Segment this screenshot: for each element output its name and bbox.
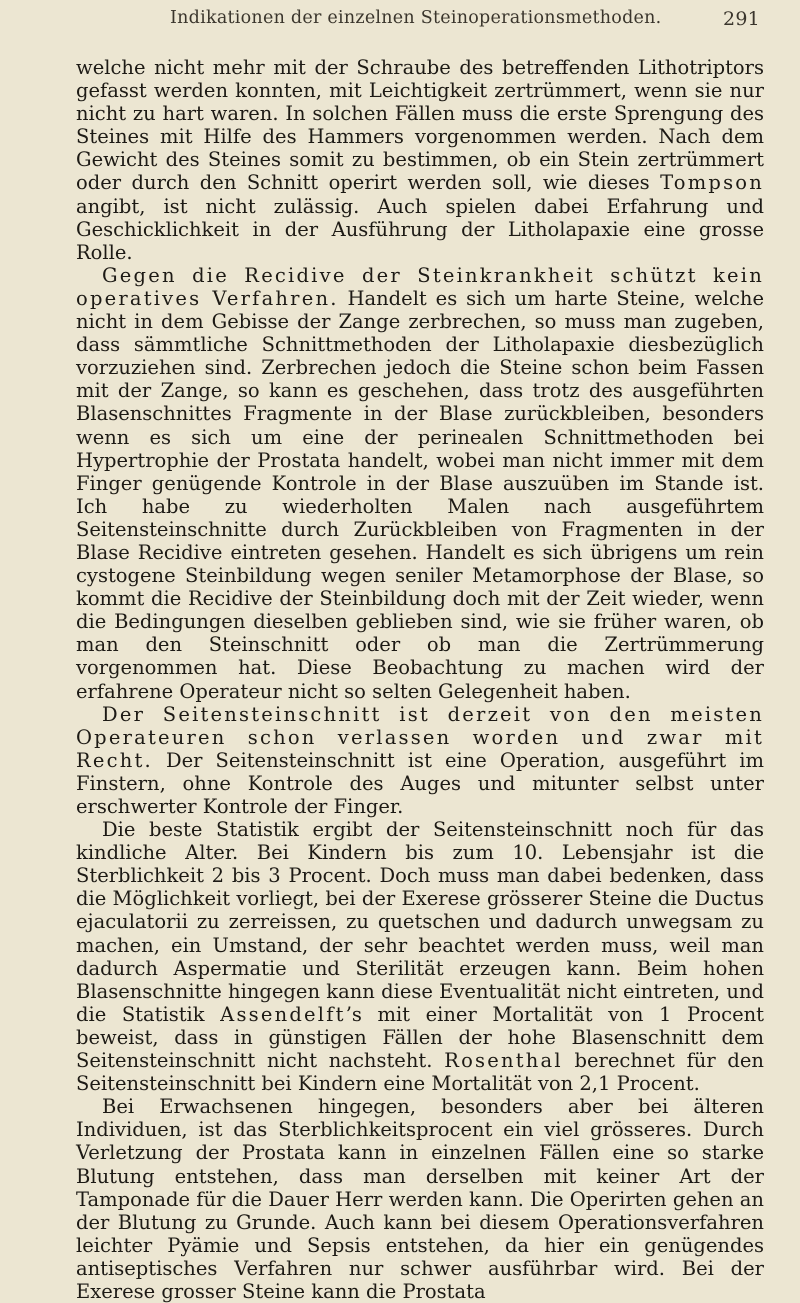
text-run: Bei Erwachsenen hingegen, besonders aber bei älteren Individuen, ist das Sterblichkeitsprocent ein viel grösseres. Durch Verletzung der Prostata kann in einzelnen Fällen eine so starke Blutung entstehen, dass man derselben mit keiner Art der Tamponade für die Dauer Herr werden kann. Die Operirten gehen an der Blutung zu Grunde. Auch kann bei diesem Operationsverfahren leichter Pyämie und Sepsis entstehen, da hier ein genügendes antiseptisches Verfahren nur schwer ausführbar wird. Bei der Exerese grosser Steine kann die Prostata [76, 1095, 764, 1303]
body-text [76, 56, 764, 1303]
emphasis-text: Gegen die Recidive der Steinkrankheit schützt kein operatives Verfahren. [76, 263, 764, 310]
emphasis-text: Tompson [660, 171, 764, 195]
text-run: welche nicht mehr mit der Schraube des betreffenden Lithotriptors gefasst werden konnten, mit Leichtigkeit zertrümmert, wenn sie nur nicht zu hart waren. In solchen Fällen muss die erste Sprengung des Steines mit Hilfe des Hammers vorgenommen werden. Nach dem Gewicht des Steines somit zu bestimmen, ob ein Stein zertrümmert oder durch den Schnitt operirt werden soll, wie dieses [76, 56, 764, 195]
text-run: Die beste Statistik ergibt der Seitensteinschnitt noch für das kindliche Alter. Bei Kindern bis zum 10. Lebensjahr ist die Sterblichkeit 2 bis 3 Procent. Doch muss man dabei bedenken, dass die Möglichkeit vorliegt, bei der Exerese grösserer Steine die Ductus ejaculatorii zu zerreissen, zu quetschen und dadurch unwegsam zu machen, ein Umstand, der sehr beachtet werden muss, weil man dadurch Aspermatie und Sterilität erzeugen kann. Beim hohen Blasenschnitte hingegen kann diese Eventualität nicht eintreten, und die Statistik [76, 818, 764, 1026]
running-head [170, 8, 760, 34]
emphasis-text: Der Seitensteinschnitt ist derzeit von den meisten Operateuren schon verlassen worden und zwar mit Recht. [76, 702, 764, 772]
text-run: ’s mit einer Mortalität von 1 Procent beweist, dass in günstigen Fällen der hohe Blasenschnitt dem Seitensteinschnitt nicht nachsteht. [76, 1002, 764, 1073]
emphasis-text: Assendelft [220, 1002, 346, 1026]
paragraph [76, 1095, 764, 1303]
paragraph [76, 818, 764, 1095]
text-run: berechnet für den Seitensteinschnitt bei Kindern eine Mortalität von 2,1 Procent. [76, 1049, 764, 1096]
emphasis-text: Rosenthal [444, 1049, 563, 1073]
running-title: Indikationen der einzelnen Steinoperationsmethoden. [170, 8, 662, 28]
paragraph [76, 264, 764, 703]
text-run: angibt, ist nicht zulässig. Auch spielen dabei Erfahrung und Geschicklichkeit in der Ausführung der Litholapaxie eine grosse Rolle. [76, 194, 764, 264]
paragraph [76, 56, 764, 264]
text-run: Handelt es sich um harte Steine, welche nicht in dem Gebisse der Zange zerbrechen, so muss man zugeben, dass sämmtliche Schnittmethoden der Litholapaxie diesbezüglich vorzuziehen sind. Zerbrechen jedoch die Steine schon beim Fassen mit der Zange, so kann es geschehen, dass trotz des ausgeführten Blasenschnittes Fragmente in der Blase zurückbleiben, besonders wenn es sich um eine der perinealen Schnittmethoden bei Hypertrophie der Prostata handelt, wobei man nicht immer mit dem Finger genügende Kontrole in der Blase auszuüben im Stande ist. Ich habe zu wiederholten Malen nach ausgeführtem Seitensteinschnitte durch Zurückbleiben von Fragmenten in der Blase Recidive eintreten gesehen. Handelt es sich übrigens um rein cystogene Steinbildung wegen seniler Metamorphose der Blase, so kommt die Recidive der Steinbildung doch mit der Zeit wieder, wenn die Bedingungen dieselben geblieben sind, wie sie früher waren, ob man den Steinschnitt oder ob man die Zertrümmerung vorgenommen hat. Diese Beobachtung zu machen wird der erfahrene Operateur nicht so selten Gelegenheit haben. [76, 286, 765, 703]
page-number: 291 [722, 8, 760, 30]
paragraph [76, 703, 764, 818]
text-run: Der Seitensteinschnitt ist eine Operation, ausgeführt im Finstern, ohne Kontrole des Auges und mitunter selbst unter erschwerter Kontrole der Finger. [76, 748, 764, 818]
